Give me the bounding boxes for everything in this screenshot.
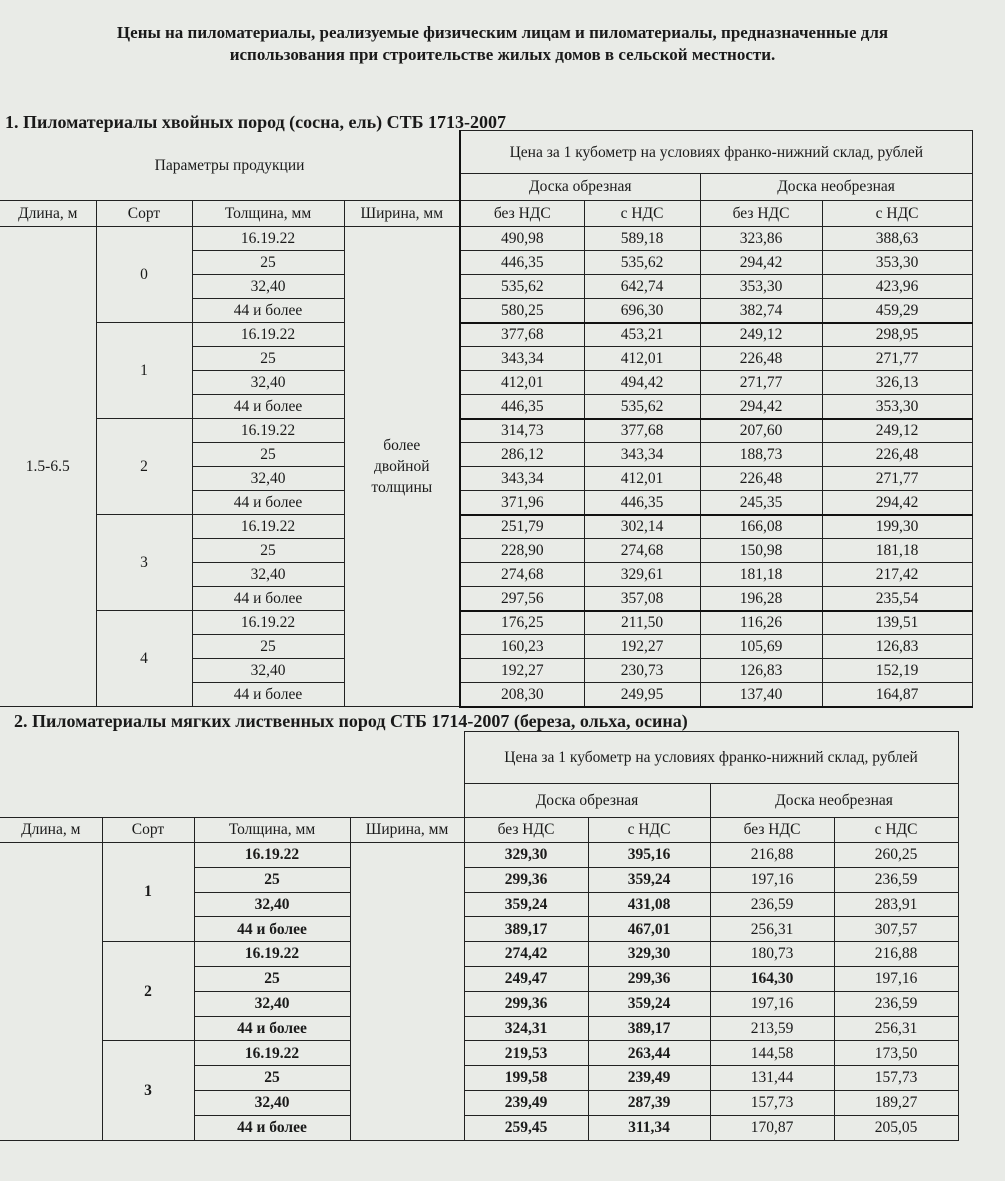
price-cell-edged-no-vat: 208,30 (460, 683, 584, 707)
table-row (0, 611, 972, 635)
price-cell-edged-vat: 494,42 (584, 371, 700, 395)
price-cell-edged-no-vat: 251,79 (460, 515, 584, 539)
thickness-cell: 16.19.22 (194, 942, 350, 967)
price-cell-edged-no-vat: 389,17 (464, 917, 588, 942)
price-cell-unedged-vat: 181,18 (822, 539, 972, 563)
grade-cell: 2 (96, 419, 192, 515)
price-cell-unedged-vat: 423,96 (822, 275, 972, 299)
document-title-line-1: Цены на пиломатериалы, реализуемые физическим лицам и пиломатериалы, предназначенные для (116, 23, 889, 42)
price-cell-edged-vat: 329,61 (584, 563, 700, 587)
document-title (0, 22, 1005, 66)
thickness-cell: 16.19.22 (194, 843, 350, 868)
thickness-cell: 25 (194, 966, 350, 991)
price-cell-edged-vat: 389,17 (588, 1016, 710, 1041)
price-cell-edged-vat: 357,08 (584, 587, 700, 611)
price-cell-unedged-no-vat: 131,44 (710, 1066, 834, 1091)
price-cell-edged-no-vat: 377,68 (460, 323, 584, 347)
section-2-width-header: Ширина, мм (350, 818, 464, 843)
width-header: Ширина, мм (344, 201, 460, 227)
table-row (0, 419, 972, 443)
thickness-cell: 25 (192, 347, 344, 371)
price-cell-unedged-no-vat: 166,08 (700, 515, 822, 539)
section-2-params-blank (0, 732, 464, 818)
price-cell-edged-vat: 535,62 (584, 251, 700, 275)
length-cell: 1.5-6.5 (0, 227, 96, 707)
price-cell-edged-no-vat: 259,45 (464, 1115, 588, 1140)
price-cell-unedged-vat: 139,51 (822, 611, 972, 635)
price-cell-edged-vat: 589,18 (584, 227, 700, 251)
price-cell-edged-no-vat: 324,31 (464, 1016, 588, 1041)
price-cell-edged-no-vat: 299,36 (464, 991, 588, 1016)
thickness-cell: 44 и более (192, 491, 344, 515)
thickness-cell: 32,40 (194, 1090, 350, 1115)
price-cell-edged-vat: 412,01 (584, 347, 700, 371)
price-cell-edged-vat: 263,44 (588, 1041, 710, 1066)
price-cell-edged-vat: 359,24 (588, 867, 710, 892)
price-cell-unedged-no-vat: 236,59 (710, 892, 834, 917)
section-2-edged-with-vat-header: с НДС (588, 818, 710, 843)
price-cell-unedged-no-vat: 137,40 (700, 683, 822, 707)
price-cell-edged-no-vat: 160,23 (460, 635, 584, 659)
price-cell-unedged-no-vat: 323,86 (700, 227, 822, 251)
price-cell-unedged-vat: 126,83 (822, 635, 972, 659)
width-cell: более двойной толщины (344, 227, 460, 707)
price-cell-unedged-vat: 353,30 (822, 251, 972, 275)
edged-no-vat-header: без НДС (460, 201, 584, 227)
price-cell-edged-vat: 192,27 (584, 635, 700, 659)
grade-cell: 4 (96, 611, 192, 707)
price-cell-edged-no-vat: 192,27 (460, 659, 584, 683)
price-cell-unedged-vat: 236,59 (834, 867, 958, 892)
length-header: Длина, м (0, 201, 96, 227)
thickness-cell: 16.19.22 (192, 611, 344, 635)
price-cell-unedged-no-vat: 181,18 (700, 563, 822, 587)
section-2-edged-board-header: Доска обрезная (464, 784, 710, 818)
price-cell-unedged-no-vat: 116,26 (700, 611, 822, 635)
thickness-header: Толщина, мм (192, 201, 344, 227)
price-cell-unedged-vat: 152,19 (822, 659, 972, 683)
thickness-cell: 44 и более (192, 587, 344, 611)
price-cell-edged-no-vat: 219,53 (464, 1041, 588, 1066)
price-cell-edged-vat: 412,01 (584, 467, 700, 491)
thickness-cell: 32,40 (194, 892, 350, 917)
thickness-cell: 44 и более (192, 395, 344, 419)
thickness-cell: 25 (194, 1066, 350, 1091)
price-cell-edged-vat: 211,50 (584, 611, 700, 635)
price-cell-unedged-no-vat: 382,74 (700, 299, 822, 323)
price-cell-unedged-vat: 199,30 (822, 515, 972, 539)
price-cell-unedged-vat: 249,12 (822, 419, 972, 443)
price-cell-unedged-vat: 189,27 (834, 1090, 958, 1115)
price-cell-unedged-no-vat: 150,98 (700, 539, 822, 563)
price-cell-unedged-no-vat: 226,48 (700, 347, 822, 371)
price-cell-edged-vat: 302,14 (584, 515, 700, 539)
section-2-thickness-header: Толщина, мм (194, 818, 350, 843)
price-cell-edged-vat: 249,95 (584, 683, 700, 707)
thickness-cell: 25 (192, 635, 344, 659)
price-cell-edged-vat: 467,01 (588, 917, 710, 942)
price-cell-unedged-no-vat: 216,88 (710, 843, 834, 868)
thickness-cell: 16.19.22 (192, 323, 344, 347)
price-cell-unedged-vat: 173,50 (834, 1041, 958, 1066)
section-1-price-table (0, 130, 973, 708)
price-cell-unedged-no-vat: 207,60 (700, 419, 822, 443)
price-cell-edged-vat: 431,08 (588, 892, 710, 917)
thickness-cell: 32,40 (192, 275, 344, 299)
thickness-cell: 16.19.22 (194, 1041, 350, 1066)
thickness-cell: 32,40 (192, 371, 344, 395)
price-cell-edged-vat: 274,68 (584, 539, 700, 563)
price-cell-edged-vat: 239,49 (588, 1066, 710, 1091)
section-2-length-header: Длина, м (0, 818, 102, 843)
price-cell-edged-no-vat: 249,47 (464, 966, 588, 991)
price-cell-edged-vat: 299,36 (588, 966, 710, 991)
section-1-heading: 1. Пиломатериалы хвойных пород (сосна, ель) СТБ 1713-2007 (5, 112, 507, 132)
edged-board-header: Доска обрезная (460, 174, 700, 201)
price-cell-edged-no-vat: 286,12 (460, 443, 584, 467)
price-cell-unedged-vat: 459,29 (822, 299, 972, 323)
price-cell-unedged-vat: 294,42 (822, 491, 972, 515)
table-row (0, 515, 972, 539)
price-cell-edged-no-vat: 176,25 (460, 611, 584, 635)
unedged-no-vat-header: без НДС (700, 201, 822, 227)
price-cell-edged-no-vat: 446,35 (460, 395, 584, 419)
price-cell-edged-no-vat: 412,01 (460, 371, 584, 395)
price-cell-unedged-no-vat: 213,59 (710, 1016, 834, 1041)
price-cell-unedged-vat: 226,48 (822, 443, 972, 467)
length-cell (0, 843, 102, 1141)
section-2-unedged-with-vat-header: с НДС (834, 818, 958, 843)
price-cell-edged-vat: 230,73 (584, 659, 700, 683)
price-cell-unedged-no-vat: 105,69 (700, 635, 822, 659)
price-cell-edged-vat: 696,30 (584, 299, 700, 323)
price-cell-unedged-vat: 307,57 (834, 917, 958, 942)
price-cell-unedged-vat: 157,73 (834, 1066, 958, 1091)
price-cell-unedged-no-vat: 197,16 (710, 991, 834, 1016)
thickness-cell: 32,40 (192, 467, 344, 491)
price-cell-unedged-no-vat: 294,42 (700, 251, 822, 275)
product-params-header: Параметры продукции (0, 131, 460, 201)
price-cell-unedged-no-vat: 197,16 (710, 867, 834, 892)
width-cell (350, 843, 464, 1141)
thickness-cell: 32,40 (192, 563, 344, 587)
unedged-with-vat-header: с НДС (822, 201, 972, 227)
document-title-line-2: использования при строительстве жилых домов в сельской местности. (229, 45, 776, 64)
price-cell-edged-no-vat: 274,68 (460, 563, 584, 587)
thickness-cell: 16.19.22 (192, 419, 344, 443)
price-cell-unedged-no-vat: 249,12 (700, 323, 822, 347)
table-row (0, 942, 958, 967)
price-cell-unedged-vat: 217,42 (822, 563, 972, 587)
grade-cell: 3 (102, 1041, 194, 1140)
price-cell-unedged-no-vat: 271,77 (700, 371, 822, 395)
price-cell-unedged-no-vat: 157,73 (710, 1090, 834, 1115)
price-cell-unedged-vat: 197,16 (834, 966, 958, 991)
price-cell-unedged-vat: 235,54 (822, 587, 972, 611)
price-per-cubic-header: Цена за 1 кубометр на условиях франко-нижний склад, рублей (460, 131, 972, 174)
price-cell-unedged-vat: 298,95 (822, 323, 972, 347)
price-cell-edged-vat: 287,39 (588, 1090, 710, 1115)
price-cell-edged-no-vat: 274,42 (464, 942, 588, 967)
table-row (0, 1041, 958, 1066)
price-cell-unedged-no-vat: 226,48 (700, 467, 822, 491)
grade-cell: 2 (102, 942, 194, 1041)
price-cell-edged-vat: 359,24 (588, 991, 710, 1016)
section-2-grade-header: Сорт (102, 818, 194, 843)
price-cell-unedged-no-vat: 245,35 (700, 491, 822, 515)
price-cell-unedged-vat: 216,88 (834, 942, 958, 967)
price-cell-unedged-no-vat: 126,83 (700, 659, 822, 683)
thickness-cell: 32,40 (192, 659, 344, 683)
thickness-cell: 25 (192, 443, 344, 467)
price-cell-unedged-vat: 283,91 (834, 892, 958, 917)
price-cell-unedged-vat: 326,13 (822, 371, 972, 395)
price-cell-unedged-no-vat: 196,28 (700, 587, 822, 611)
price-cell-unedged-no-vat: 164,30 (710, 966, 834, 991)
price-cell-unedged-no-vat: 353,30 (700, 275, 822, 299)
price-cell-unedged-no-vat: 256,31 (710, 917, 834, 942)
thickness-cell: 44 и более (192, 683, 344, 707)
table-row (0, 323, 972, 347)
price-cell-edged-no-vat: 299,36 (464, 867, 588, 892)
grade-cell: 3 (96, 515, 192, 611)
section-2-price-table (0, 731, 959, 1141)
price-cell-edged-no-vat: 199,58 (464, 1066, 588, 1091)
price-cell-edged-no-vat: 359,24 (464, 892, 588, 917)
thickness-cell: 44 и более (194, 1115, 350, 1140)
price-cell-edged-vat: 311,34 (588, 1115, 710, 1140)
price-cell-unedged-vat: 271,77 (822, 347, 972, 371)
thickness-cell: 44 и более (192, 299, 344, 323)
price-cell-edged-vat: 329,30 (588, 942, 710, 967)
price-cell-unedged-vat: 256,31 (834, 1016, 958, 1041)
thickness-cell: 25 (194, 867, 350, 892)
price-cell-unedged-no-vat: 180,73 (710, 942, 834, 967)
edged-with-vat-header: с НДС (584, 201, 700, 227)
price-cell-edged-no-vat: 490,98 (460, 227, 584, 251)
section-2-unedged-board-header: Доска необрезная (710, 784, 958, 818)
grade-header: Сорт (96, 201, 192, 227)
price-cell-edged-no-vat: 343,34 (460, 467, 584, 491)
thickness-cell: 44 и более (194, 1016, 350, 1041)
price-cell-unedged-vat: 388,63 (822, 227, 972, 251)
price-cell-edged-vat: 453,21 (584, 323, 700, 347)
price-cell-edged-vat: 642,74 (584, 275, 700, 299)
price-cell-unedged-vat: 164,87 (822, 683, 972, 707)
section-2-heading: 2. Пиломатериалы мягких лиственных пород СТБ 1714-2007 (береза, ольха, осина) (14, 711, 688, 731)
grade-cell: 1 (102, 843, 194, 942)
price-cell-unedged-vat: 236,59 (834, 991, 958, 1016)
price-cell-unedged-vat: 271,77 (822, 467, 972, 491)
thickness-cell: 16.19.22 (192, 515, 344, 539)
price-cell-unedged-vat: 260,25 (834, 843, 958, 868)
price-cell-edged-vat: 446,35 (584, 491, 700, 515)
grade-cell: 0 (96, 227, 192, 323)
price-cell-unedged-vat: 353,30 (822, 395, 972, 419)
thickness-cell: 25 (192, 539, 344, 563)
price-cell-edged-no-vat: 314,73 (460, 419, 584, 443)
price-cell-edged-no-vat: 239,49 (464, 1090, 588, 1115)
price-cell-edged-no-vat: 329,30 (464, 843, 588, 868)
price-cell-edged-no-vat: 343,34 (460, 347, 584, 371)
price-cell-unedged-vat: 205,05 (834, 1115, 958, 1140)
price-cell-edged-no-vat: 580,25 (460, 299, 584, 323)
price-cell-edged-vat: 395,16 (588, 843, 710, 868)
thickness-cell: 44 и более (194, 917, 350, 942)
price-cell-edged-no-vat: 535,62 (460, 275, 584, 299)
price-cell-unedged-no-vat: 188,73 (700, 443, 822, 467)
thickness-cell: 32,40 (194, 991, 350, 1016)
section-2-unedged-no-vat-header: без НДС (710, 818, 834, 843)
price-cell-edged-no-vat: 297,56 (460, 587, 584, 611)
section-2-edged-no-vat-header: без НДС (464, 818, 588, 843)
price-cell-edged-vat: 535,62 (584, 395, 700, 419)
unedged-board-header: Доска необрезная (700, 174, 972, 201)
price-cell-unedged-no-vat: 294,42 (700, 395, 822, 419)
section-2-price-per-cubic-header: Цена за 1 кубометр на условиях франко-нижний склад, рублей (464, 732, 958, 784)
table-row (0, 843, 958, 868)
table-row (0, 227, 972, 251)
price-cell-unedged-no-vat: 170,87 (710, 1115, 834, 1140)
price-cell-edged-no-vat: 371,96 (460, 491, 584, 515)
price-cell-edged-vat: 377,68 (584, 419, 700, 443)
grade-cell: 1 (96, 323, 192, 419)
price-cell-edged-no-vat: 446,35 (460, 251, 584, 275)
thickness-cell: 16.19.22 (192, 227, 344, 251)
price-cell-edged-no-vat: 228,90 (460, 539, 584, 563)
thickness-cell: 25 (192, 251, 344, 275)
price-cell-unedged-no-vat: 144,58 (710, 1041, 834, 1066)
price-cell-edged-vat: 343,34 (584, 443, 700, 467)
